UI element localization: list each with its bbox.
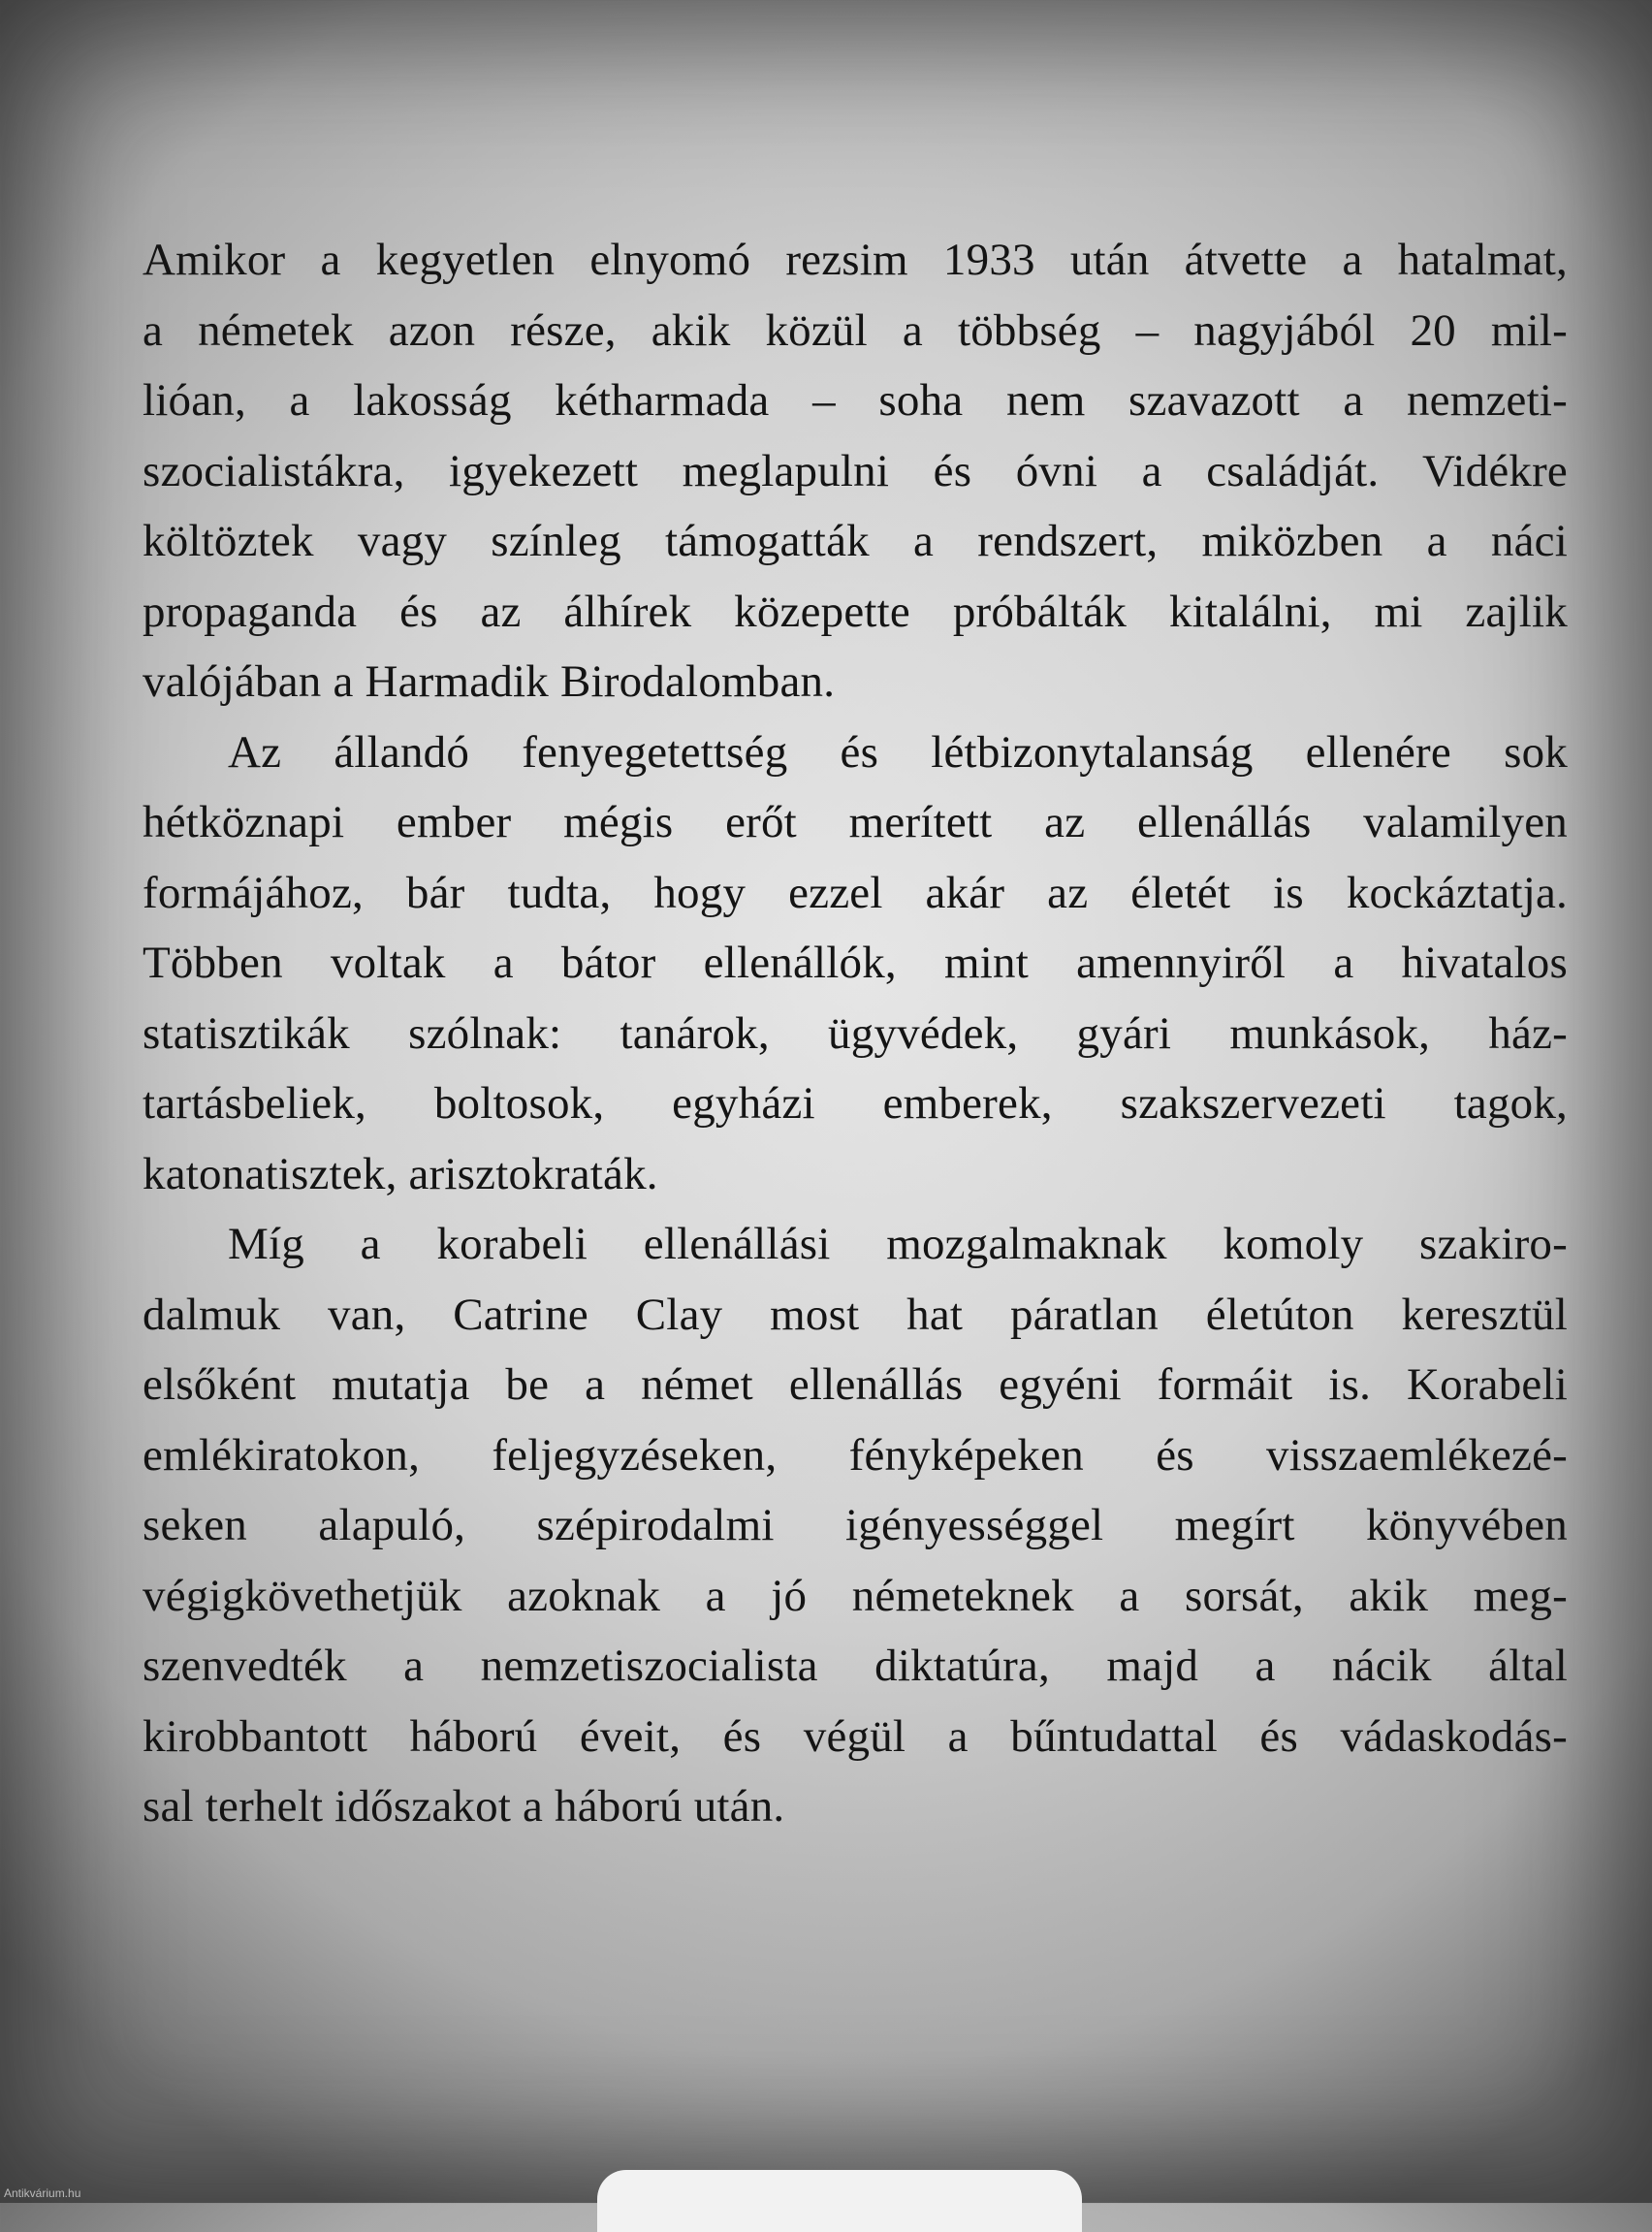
text-line: kirobbantott háború éveit, és végül a bűntudattal és vádaskodás-	[143, 1710, 1568, 1762]
watermark: Antikvárium.hu	[4, 2186, 81, 2200]
text-line: valójában a Harmadik Birodalomban.	[143, 656, 836, 707]
text-line: hétköznapi ember mégis erőt merített az ellenállás valamilyen	[143, 797, 1568, 847]
text-line: költöztek vagy színleg támogatták a rendszert, miközben a náci	[143, 516, 1568, 566]
text-line: végigkövethetjük azoknak a jó németeknek a sorsát, akik meg-	[143, 1570, 1568, 1621]
text-line: emlékiratokon, feljegyzéseken, fényképeken és visszaemlékezé-	[143, 1429, 1568, 1481]
text-line: katonatisztek, arisztokraták.	[143, 1148, 658, 1199]
text-line: Amikor a kegyetlen elnyomó rezsim 1933 után átvette a hatalmat,	[143, 235, 1568, 285]
text-line: sal terhelt időszakot a háború után.	[143, 1781, 785, 1832]
text-line: Az állandó fenyegetettség és létbizonytalanság ellenére sok	[228, 726, 1568, 778]
text-line: Többen voltak a bátor ellenállók, mint amennyiről a hivatalos	[143, 938, 1568, 988]
text-line: tartásbeliek, boltosok, egyházi emberek, szakszervezeti tagok,	[143, 1078, 1568, 1129]
text-line: lióan, a lakosság kétharmada – soha nem szavazott a nemzeti-	[143, 375, 1568, 426]
text-line: Míg a korabeli ellenállási mozgalmaknak komoly szakiro-	[228, 1219, 1568, 1269]
text-line: propaganda és az álhírek közepette próbálták kitalálni, mi zajlik	[143, 586, 1568, 637]
body-text	[143, 225, 1568, 1842]
bottom-sticker	[597, 2170, 1082, 2232]
text-line: seken alapuló, szépirodalmi igényességgel megírt könyvében	[143, 1500, 1568, 1550]
text-line: formájához, bár tudta, hogy ezzel akár az életét is kockáztatja.	[143, 867, 1568, 918]
text-line: statisztikák szólnak: tanárok, ügyvédek, gyári munkások, ház-	[143, 1007, 1568, 1059]
text-line: szocialistákra, igyekezett meglapulni és óvni a családját. Vidékre	[143, 445, 1568, 496]
text-line: szenvedték a nemzetiszocialista diktatúra, majd a nácik által	[143, 1641, 1568, 1691]
text-line: a németek azon része, akik közül a többség – nagyjából 20 mil-	[143, 304, 1568, 356]
text-line: elsőként mutatja be a német ellenállás egyéni formáit is. Korabeli	[143, 1359, 1568, 1410]
text-line: dalmuk van, Catrine Clay most hat páratlan életúton keresztül	[143, 1289, 1568, 1340]
